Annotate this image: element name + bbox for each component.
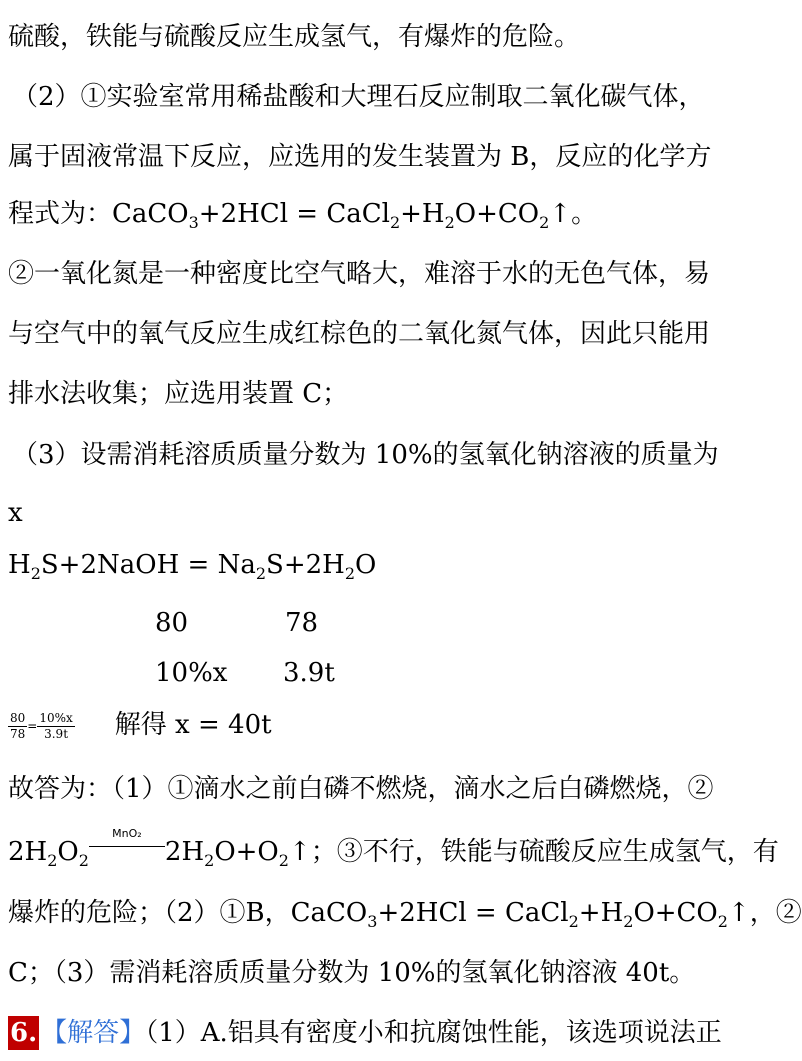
fraction-denominator: 78 [10,726,26,741]
quantity-naoh: 10%x [155,658,228,688]
eq-part: ↑。 [549,199,598,229]
proportion-line [8,708,272,743]
eq-part: O+O [214,837,279,867]
eq-sub: 2 [389,213,401,232]
fraction-left [8,711,27,742]
text-line-5: ②一氧化氮是一种密度比空气略大，难溶于水的无色气体，易 [8,259,711,289]
answer-tag: 解答 [67,1018,120,1048]
text-line-8: （3）设需消耗溶质质量分数为 10%的氢氧化钠溶液的质量为 [12,440,719,470]
eq-part: +H [400,199,445,229]
text-line-2: （2）①实验室常用稀盐酸和大理石反应制取二氧化碳气体， [12,82,705,112]
eq-part: 程式为：CaCO [8,199,189,229]
eq-part: O [355,550,377,580]
text-line-7: 排水法收集；应选用装置 C； [8,379,349,409]
eq-sub: 2 [444,213,455,232]
question-number-badge: 6. [10,1018,38,1048]
eq-part: 2H [8,837,48,867]
fraction-right [37,711,74,742]
answer-line-3 [8,896,802,939]
eq-part: +2HCl = CaCl [377,898,569,928]
eq-part: O+CO [454,199,540,229]
eq-part: H [8,550,31,580]
mass-na2s: 78 [285,608,319,638]
equation-caco3-hcl [8,197,597,240]
eq-sub: 2 [623,912,634,931]
answer-line-2 [8,827,779,878]
text-line-1: 硫酸，铁能与硫酸反应生成氢气，有爆炸的危险。 [8,22,581,52]
quantity-na2s: 3.9t [283,658,335,688]
eq-sub: 2 [47,851,58,870]
answer-line-1: 故答为：（1）①滴水之前白磷不燃烧，滴水之后白磷燃烧，② [8,774,714,804]
eq-part: 2H [164,837,205,867]
eq-sub: 3 [188,213,199,232]
eq-part: ↑，② [727,898,802,928]
eq-part: S+2NaOH = Na [40,550,256,580]
eq-sub: 2 [717,912,728,931]
eq-part: 爆炸的危险；（2）①B，CaCO [8,898,368,928]
answer-tag-close: 】 [119,1018,146,1048]
question-6-line [8,1016,722,1050]
eq-part: O+CO [633,898,718,928]
fraction-denominator: 3.9t [44,726,69,741]
eq-sub: 2 [30,564,41,583]
reaction-line [89,846,165,847]
catalyst-arrow [89,827,165,860]
eq-part: +2HCl = CaCl [198,199,390,229]
fraction-numerator: 10%x [39,710,73,725]
eq-sub: 2 [568,912,579,931]
eq-sub: 2 [278,851,289,870]
eq-part: S+2H [266,550,345,580]
eq-part: ↑；③不行，铁能与硫酸反应生成氢气，有 [288,837,779,867]
eq-sub: 2 [539,213,550,232]
mass-naoh: 80 [155,608,189,638]
eq-part: +H [578,898,624,928]
eq-sub: 3 [367,912,378,931]
solve-result: 解得 x = 40t [114,710,272,740]
eq-sub: 2 [255,564,267,583]
eq-sub: 2 [78,851,89,870]
equation-h2s-naoh [8,548,376,591]
text-line-3: 属于固液常温下反应，应选用的发生装置为 B，反应的化学方 [8,142,712,172]
answer-line-4: C；（3）需消耗溶质质量分数为 10%的氢氧化钠溶液 40t。 [8,958,696,988]
catalyst-label: MnO₂ [112,827,142,840]
text-line-9: x [8,498,23,528]
question-6-text: （1）A.铝具有密度小和抗腐蚀性能，该选项说法正 [145,1018,722,1048]
fraction-numerator: 80 [10,710,26,725]
eq-part: O [57,837,79,867]
answer-tag-open: 【 [41,1018,68,1048]
text-line-6: 与空气中的氧气反应生成红棕色的二氧化氮气体，因此只能用 [8,319,711,349]
eq-sub: 2 [204,851,215,870]
fraction-equals: = [27,719,38,733]
eq-sub: 2 [344,564,356,583]
